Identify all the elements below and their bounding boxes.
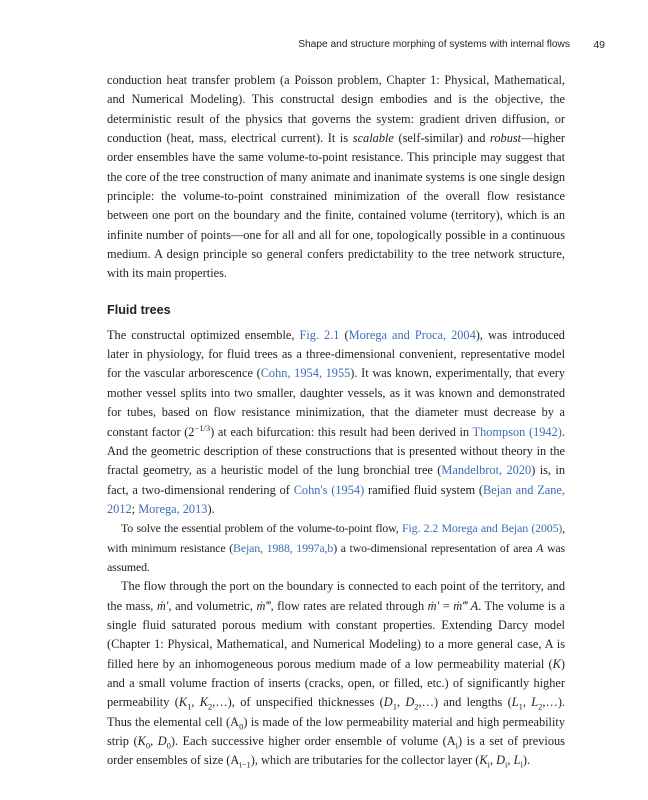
- citation-link[interactable]: Cohn's (1954): [293, 482, 365, 497]
- citation-link[interactable]: Mandelbrot, 2020: [441, 463, 532, 478]
- citation-link[interactable]: Bejan, 1988, 1997a,b: [233, 540, 334, 555]
- paragraph-volume-to-point: To solve the essential problem of the volume-to-point flow, Fig. 2.2 Morega and Bejan (2005), with minimum resistance (Bejan, 1988, 1997a,b) a two-dimensional representation of area A was assumed.: [107, 521, 565, 574]
- page-body: [107, 71, 565, 771]
- section-heading-fluid-trees: Fluid trees: [107, 302, 171, 317]
- running-title: Shape and structure morphing of systems with internal flows: [298, 39, 570, 50]
- figure-link-2-1[interactable]: Fig. 2.1: [299, 327, 340, 342]
- intro-paragraph: conduction heat transfer problem (a Poisson problem, Chapter 1: Physical, Mathematical, and Numerical Modeling). This constructal design embodies and is the objective, the deterministic result of the physics that governs the system: gradient driven diffusion, or conduction (heat, mass, electrical current). It is scalable (self-similar) and robust—higher order ensembles have the same volume-to-point resistance. This principle may suggest that the core of the tree construction of many animate and inanimate systems is one single design principle: the volume-to-point constrained minimization of the overall flow resistance between one port on the boundary and the finite, contained volume (territory), which is an infinite number of points—one for all and all for one, topologically possible in a continuous medium. A design principle so general confers predictability to the tree network structure, with its main properties.: [107, 73, 565, 281]
- citation-link[interactable]: Morega, 2013: [138, 501, 208, 516]
- citation-link[interactable]: Bejan and Zane, 2012: [107, 482, 566, 516]
- citation-link[interactable]: Morega and Proca, 2004: [348, 327, 476, 342]
- paragraph-porous-medium: The flow through the port on the boundary is connected to each point of the territory, and the mass, ṁ′, and volumetric, ṁ‴, flow rates are related through ṁ′ = ṁ‴ A. The volume is a single fluid saturated porous medium with constant properties. Extending Darcy model (Chapter 1: Physical, Mathematical, and Numerical Modeling) to a more general case, A is filled here by an inhomogeneous porous medium made of a low permeability material (K) and a small volume fraction of inserts (cracks, open, or filled, etc.) of significantly higher permeability ($K_1$, $K_2,\dots$), of unspecified thicknesses ($D_1$, $D_2,\dots$) and lengths ($L_1$, $L_2,\dots$). Thus the elemental cell $(A_0)$ is made of the low permeability material and high permeability strip ($K_0$, $D_0$). Each successive higher order ensemble of volume $(A_i)$ is a set of previous order ensembles of size $(A_{i-1})$, which are tributaries for the collector layer ($K_i$, $D_i$, $L_i$).: [107, 579, 566, 770]
- section-gap: [107, 284, 565, 302]
- citation-link[interactable]: Thompson (1942): [472, 424, 562, 439]
- page-number: 49: [593, 39, 605, 51]
- paragraph-constructal-ensemble: The constructal optimized ensemble, Fig. 2.1 (Morega and Proca, 2004), was introduced later in physiology, for fluid trees as a three-dimensional convenient, representative model for the vascular arborescence (Cohn, 1954, 1955). It was known, experimentally, that every mother vessel splits into two smaller, daughter vessels, as it was known and demonstrated for tubes, based on flow resistance minimization, that the diameter must decrease by a constant factor $(2^{-1/3})$ at each bifurcation: this result had been derived in Thompson (1942). And the geometric description of these constructions that is presented without theory in the fractal geometry, as a heuristic model of the lung bronchial tree (Mandelbrot, 2020) is, in fact, a two-dimensional rendering of Cohn's (1954) ramified fluid system (Bejan and Zane, 2012; Morega, 2013).: [107, 327, 566, 516]
- figure-link-2-2[interactable]: Fig. 2.2 Morega and Bejan (2005): [402, 521, 563, 536]
- citation-link[interactable]: Cohn, 1954, 1955: [260, 366, 351, 381]
- running-header: [0, 39, 648, 55]
